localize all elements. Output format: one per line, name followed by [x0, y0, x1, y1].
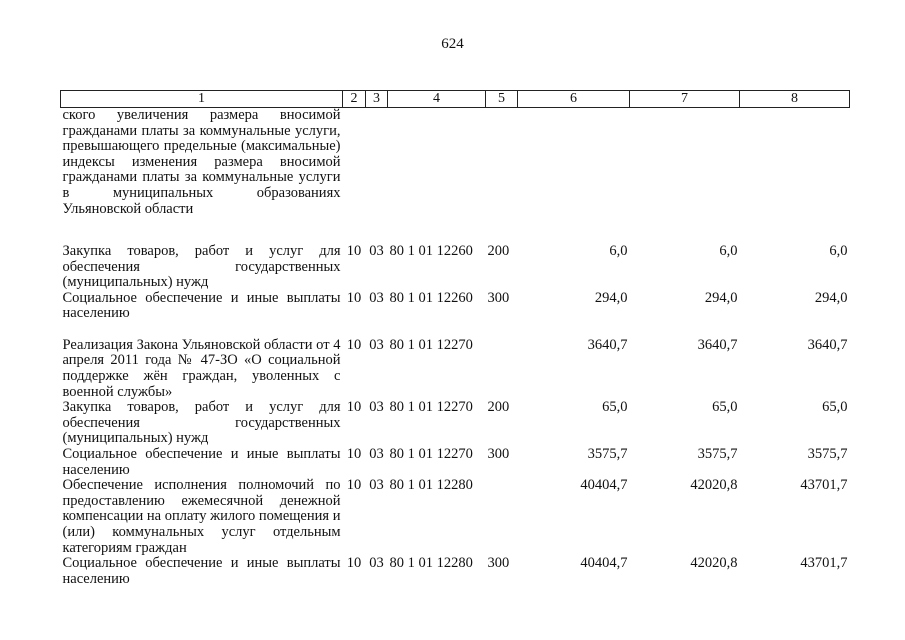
subsection-code: 03 — [369, 289, 384, 306]
amount-col-8: 6,0 — [829, 243, 848, 259]
column-header: 2 — [343, 91, 366, 108]
amount-col-8: 43701,7 — [800, 477, 848, 494]
subsection-code — [366, 108, 388, 245]
amount-col-6: 40404,7 — [580, 555, 628, 572]
page-number: 624 — [441, 36, 464, 52]
target-article-code — [388, 108, 486, 245]
table-row — [61, 478, 850, 556]
amount-col-6: 40404,7 — [580, 477, 628, 494]
amount-col-6: 3640,7 — [587, 336, 628, 353]
amount-col-7: 42020,8 — [690, 555, 738, 572]
target-article-code: 80 1 01 12260 — [389, 289, 473, 306]
expense-type-code — [486, 478, 518, 556]
column-header: 7 — [630, 91, 740, 108]
row-description: Реализация Закона Ульяновской области от 4 апреля 2011 года № 47-ЗО «О социальной поддержке жён граждан, уволенных с военной службы» — [62, 336, 341, 400]
amount-col-7: 6,0 — [719, 243, 738, 259]
target-article-code: 80 1 01 12280 — [389, 477, 473, 494]
subsection-code: 03 — [369, 399, 384, 416]
column-header: 8 — [740, 91, 850, 108]
amount-col-7: 65,0 — [712, 399, 738, 416]
amount-col-8: 65,0 — [822, 399, 848, 416]
row-description: Обеспечение исполнения полномочий по предоставлению ежемесячной денежной компенсации на оплату жилого помещения и (или) коммунальных услуг отдельным категориям граждан — [62, 477, 341, 556]
expense-type-code: 300 — [487, 555, 510, 572]
row-description: Закупка товаров, работ и услуг для обеспечения государственных (муниципальных) нужд — [62, 243, 341, 291]
header-row — [61, 91, 850, 108]
amount-col-6: 6,0 — [609, 243, 628, 259]
amount-col-8 — [740, 108, 850, 245]
row-description: Социальное обеспечение и иные выплаты населению — [62, 445, 341, 478]
column-header: 4 — [388, 91, 486, 108]
table-row — [61, 400, 850, 447]
target-article-code: 80 1 01 12280 — [389, 555, 473, 572]
expense-type-code: 300 — [487, 289, 510, 306]
table-row — [61, 338, 850, 400]
budget-table — [60, 90, 850, 587]
amount-col-6: 3575,7 — [587, 445, 628, 462]
row-description: Социальное обеспечение и иные выплаты населению — [62, 289, 341, 322]
column-header: 1 — [61, 91, 343, 108]
subsection-code: 03 — [369, 243, 384, 259]
amount-col-6: 65,0 — [602, 399, 628, 416]
section-code — [343, 108, 366, 245]
row-description: Закупка товаров, работ и услуг для обеспечения государственных (муниципальных) нужд — [62, 399, 341, 447]
expense-type-code — [486, 108, 518, 245]
amount-col-7: 294,0 — [704, 289, 738, 306]
section-code: 10 — [346, 289, 362, 306]
subsection-code: 03 — [369, 477, 384, 494]
section-code: 10 — [346, 399, 362, 416]
amount-col-7: 3575,7 — [697, 445, 738, 462]
amount-col-7: 3640,7 — [697, 336, 738, 353]
expense-type-code: 200 — [487, 399, 510, 416]
amount-col-6 — [518, 108, 630, 245]
column-header: 5 — [486, 91, 518, 108]
table-row — [61, 447, 850, 478]
amount-col-6: 294,0 — [594, 289, 628, 306]
section-code: 10 — [346, 243, 362, 259]
column-header: 3 — [366, 91, 388, 108]
section-code: 10 — [346, 336, 362, 353]
amount-col-7: 42020,8 — [690, 477, 738, 494]
amount-col-8: 43701,7 — [800, 555, 848, 572]
expense-type-code — [486, 338, 518, 400]
subsection-code: 03 — [369, 336, 384, 353]
target-article-code: 80 1 01 12270 — [389, 336, 473, 353]
subsection-code: 03 — [369, 445, 384, 462]
table-row — [61, 108, 850, 245]
expense-type-code: 200 — [487, 243, 510, 259]
amount-col-8: 294,0 — [814, 289, 848, 306]
table-row — [61, 556, 850, 587]
amount-col-8: 3640,7 — [807, 336, 848, 353]
target-article-code: 80 1 01 12270 — [389, 399, 473, 416]
row-description: ского увеличения размера вносимой гражданами платы за коммунальные услуги, превышающего предельные (максимальные) индексы изменения размера вносимой гражданами платы за коммунальные услуги в муниципальных образованиях Ульяновской области — [62, 107, 341, 217]
section-code: 10 — [346, 555, 362, 572]
expense-type-code: 300 — [487, 445, 510, 462]
table-row — [61, 244, 850, 291]
target-article-code: 80 1 01 12260 — [389, 243, 473, 259]
amount-col-8: 3575,7 — [807, 445, 848, 462]
column-header: 6 — [518, 91, 630, 108]
amount-col-7 — [630, 108, 740, 245]
section-code: 10 — [346, 477, 362, 494]
target-article-code: 80 1 01 12270 — [389, 445, 473, 462]
row-description: Социальное обеспечение и иные выплаты населению — [62, 555, 341, 587]
table-row — [61, 291, 850, 338]
subsection-code: 03 — [369, 555, 384, 572]
section-code: 10 — [346, 445, 362, 462]
